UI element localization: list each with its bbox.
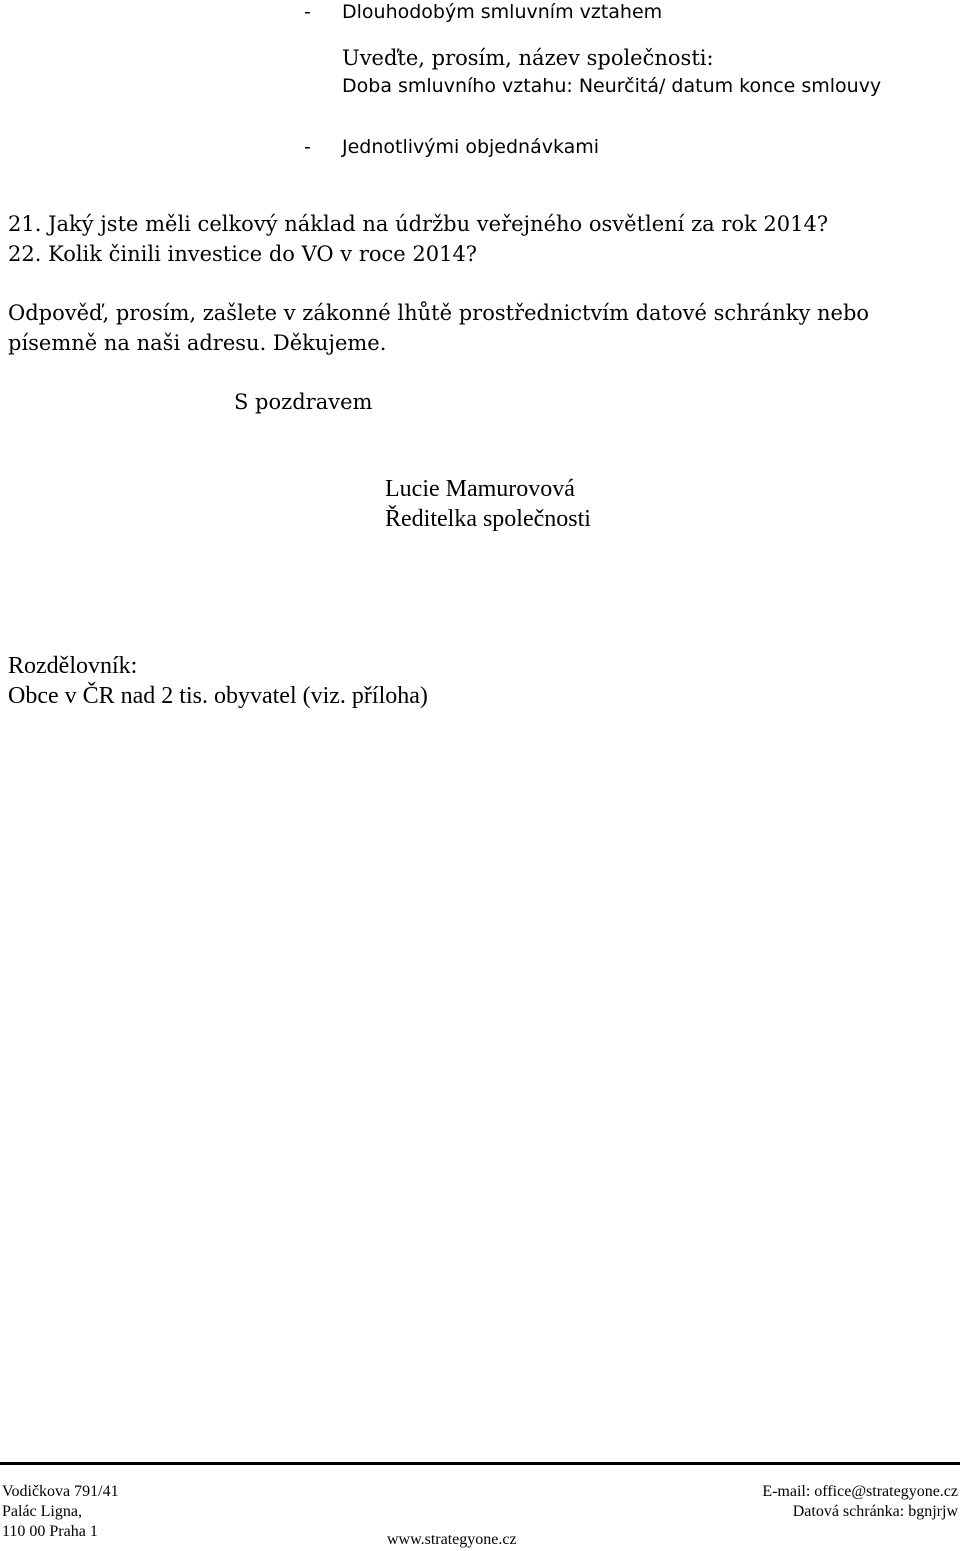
contract-duration-line: Doba smluvního vztahu: Neurčitá/ datum konce smlouvy [342, 75, 882, 97]
list-item-long-term-contract: Dlouhodobým smluvním vztahem [342, 1, 663, 23]
footer-website-link[interactable]: www.strategyone.cz [387, 1531, 517, 1548]
question-22: 22. Kolik činili investice do VO v roce 2014? [8, 242, 478, 266]
greeting: S pozdravem [234, 390, 373, 414]
footer-address-street: Vodičkova 791/41 [2, 1483, 119, 1500]
list-item-individual-orders: Jednotlivými objednávkami [342, 136, 600, 158]
footer-address-city: 110 00 Praha 1 [2, 1523, 98, 1540]
list-bullet: - [304, 1, 311, 23]
footer-email[interactable]: E-mail: office@strategyone.cz [762, 1483, 958, 1500]
request-line-2: písemně na naši adresu. Děkujeme. [8, 331, 387, 355]
signatory-title: Ředitelka společnosti [385, 506, 591, 532]
distribution-label: Rozdělovník: [8, 653, 138, 679]
question-21: 21. Jaký jste měli celkový náklad na údržbu veřejného osvětlení za rok 2014? [8, 212, 829, 236]
list-bullet: - [304, 136, 311, 158]
footer-divider [0, 1462, 960, 1465]
footer-databox: Datová schránka: bgnjrjw [792, 1503, 958, 1520]
signatory-name: Lucie Mamurovová [385, 476, 575, 502]
footer-address-building: Palác Ligna, [2, 1503, 82, 1520]
distribution-value: Obce v ČR nad 2 tis. obyvatel (viz. příloha) [8, 683, 428, 709]
request-line-1: Odpověď, prosím, zašlete v zákonné lhůtě prostřednictvím datové schránky nebo [8, 301, 870, 325]
company-name-prompt: Uveďte, prosím, název společnosti: [342, 46, 714, 70]
